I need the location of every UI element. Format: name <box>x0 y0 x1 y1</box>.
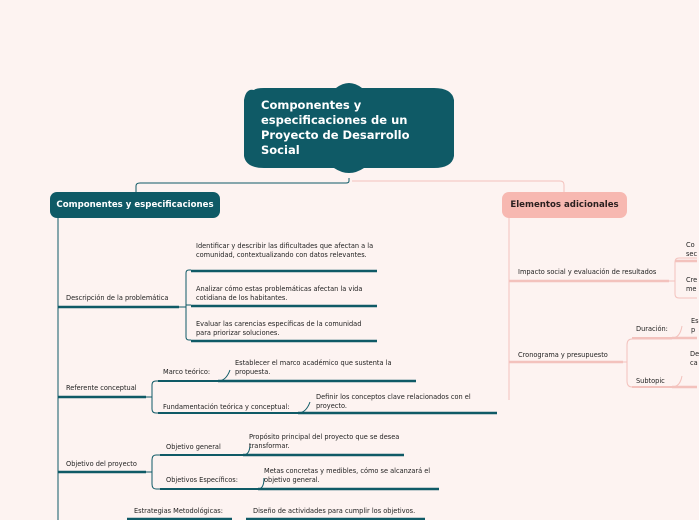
detail-descripcion-1[interactable]: Identificar y describir las dificultades que afectan a la comunidad, contextualizando con datos relevantes. <box>196 242 374 259</box>
subtopic-marco-teorico[interactable]: Marco teórico: <box>163 368 211 376</box>
detail-descripcion-3[interactable]: Evaluar las carencias específicas de la comunidad para priorizar soluciones. <box>196 320 362 337</box>
subtopic-fundamentacion[interactable]: Fundamentación teórica y conceptual: <box>163 403 290 411</box>
subtopic-descripcion[interactable]: Descripción de la problemática <box>66 294 169 302</box>
subtopic-objetivo-general[interactable]: Objetivo general <box>166 443 221 451</box>
subtopic-objetivo[interactable]: Objetivo del proyecto <box>66 460 137 468</box>
main-topic-componentes[interactable]: Componentes y especificaciones <box>50 192 220 218</box>
detail-subtopic[interactable]: De ca <box>690 350 699 367</box>
subtopic-referente[interactable]: Referente conceptual <box>66 384 137 392</box>
subtopic-estrategias[interactable]: Estrategias Metodológicas: <box>134 507 223 515</box>
detail-impacto-2[interactable]: Cre me <box>686 276 698 293</box>
central-topic[interactable] <box>244 78 454 178</box>
detail-objetivos-especificos[interactable]: Metas concretas y medibles, cómo se alcanzará el objetivo general. <box>264 467 431 484</box>
detail-duracion[interactable]: Es p <box>691 317 699 334</box>
subtopic-cronograma[interactable]: Cronograma y presupuesto <box>518 351 608 359</box>
detail-marco-teorico[interactable]: Establecer el marco académico que sustenta la propuesta. <box>235 359 392 376</box>
main-topic-elementos-adicionales[interactable]: Elementos adicionales <box>502 192 627 218</box>
subtopic-duracion[interactable]: Duración: <box>636 325 668 333</box>
subtopic-objetivos-especificos[interactable]: Objetivos Específicos: <box>166 476 238 484</box>
subtopic-subtopic[interactable]: Subtopic <box>636 377 665 385</box>
detail-objetivo-general[interactable]: Propósito principal del proyecto que se desea transformar. <box>249 433 400 450</box>
detail-estrategias[interactable]: Diseño de actividades para cumplir los objetivos. <box>253 507 416 515</box>
detail-descripcion-2[interactable]: Analizar cómo estas problemáticas afectan la vida cotidiana de los habitantes. <box>196 285 363 302</box>
subtopic-impacto[interactable]: Impacto social y evaluación de resultados <box>518 268 657 276</box>
detail-impacto-1[interactable]: Co sec <box>686 241 698 258</box>
detail-fundamentacion[interactable]: Definir los conceptos clave relacionados con el proyecto. <box>316 393 471 410</box>
central-title: Componentes y especificaciones de un Proyecto de Desarrollo Social <box>261 98 410 157</box>
